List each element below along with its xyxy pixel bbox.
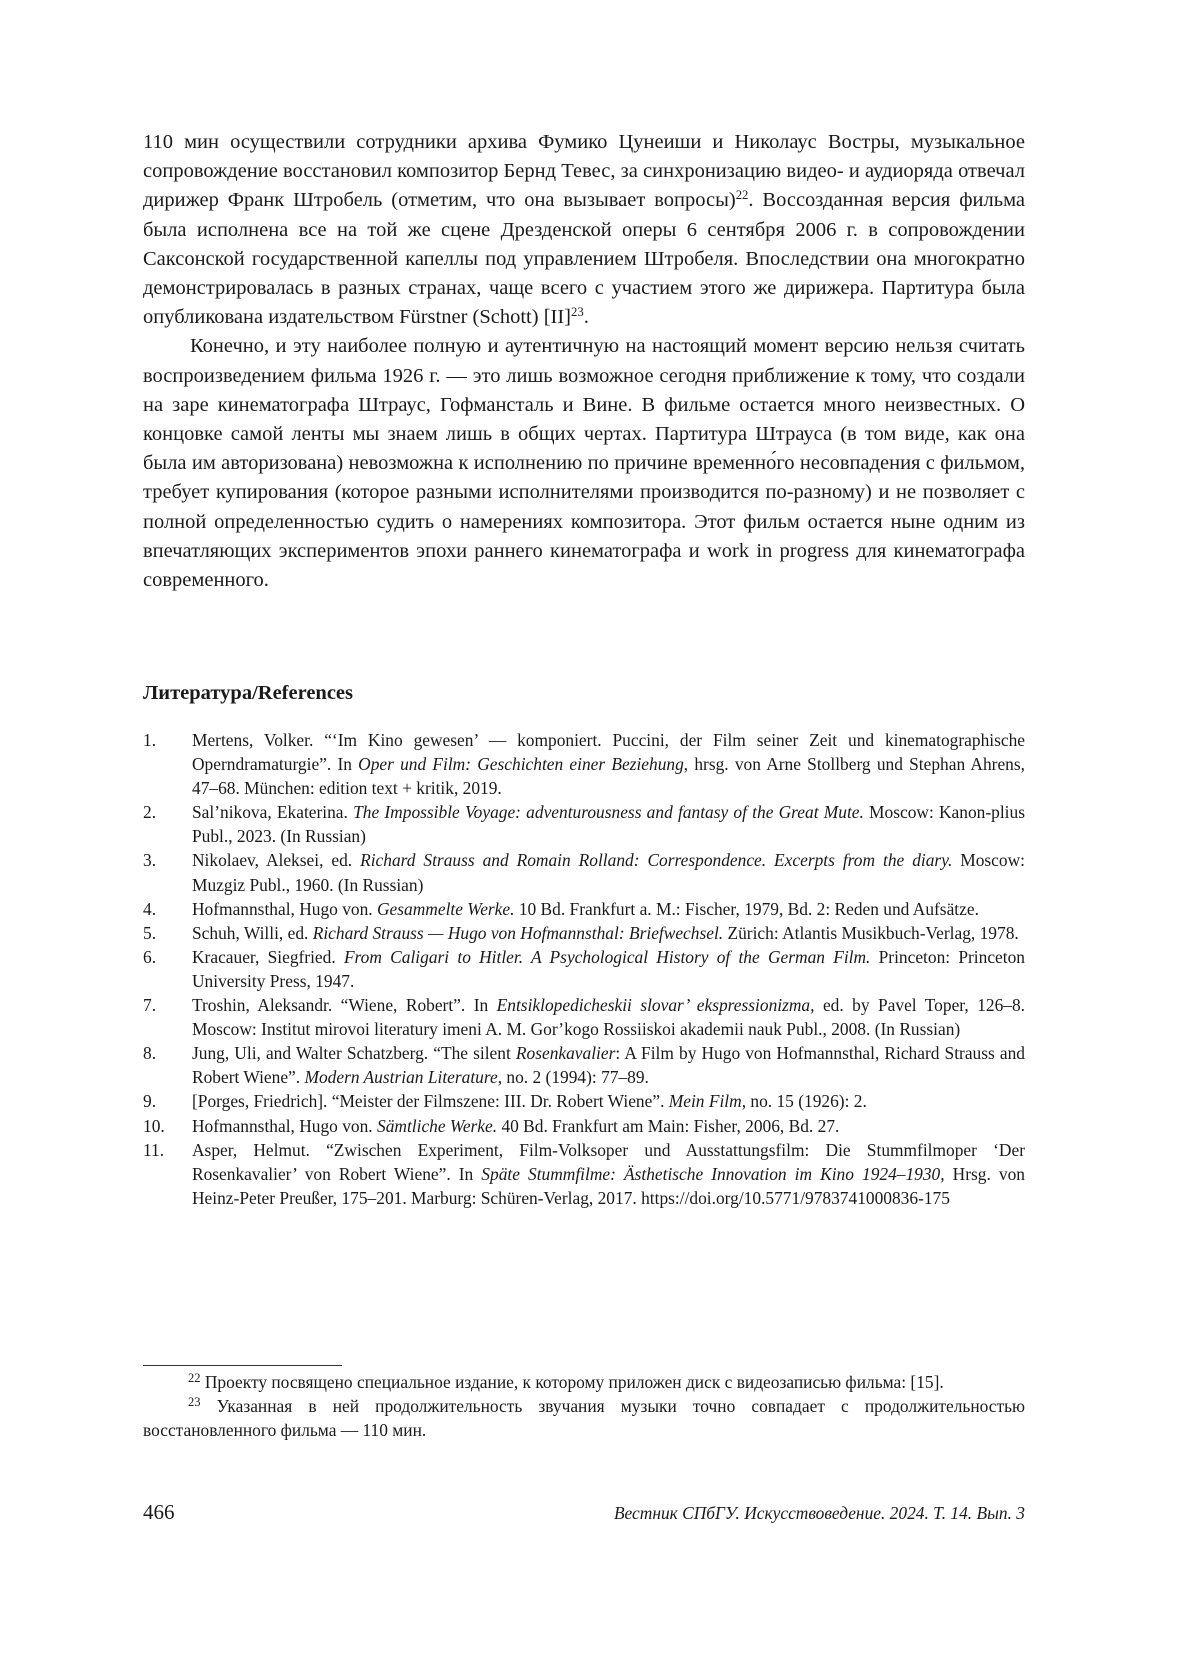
reference-text: ed. by Pavel Toper, 126–8. Moscow: Institut mirovoi literatury imeni A. M. Gor’kogo Rossiiskoi akademii nauk Publ., 2008. (In Russian)	[192, 995, 1026, 1040]
reference-title: Richard Strauss — Hugo von Hofmannsthal: Briefwechsel.	[312, 922, 724, 943]
reference-item	[143, 1138, 1025, 1210]
reference-text: Asper, Helmut. “Zwischen Experiment, Film-Volksoper und Ausstattungsfilm: Die Stummfilmoper ‘Der Rosenkavalier’ von Robert Wiene”. In	[192, 1139, 1025, 1184]
reference-number: 4.	[143, 898, 157, 919]
reference-text: , no. 2 (1994): 77–89.	[497, 1067, 649, 1088]
reference-text: Moscow: Muzgiz Publ., 1960. (In Russian)	[192, 850, 1025, 895]
reference-list	[143, 728, 1025, 1210]
reference-title: Gesammelte Werke.	[377, 898, 515, 919]
reference-title: Rosenkavalier	[515, 1043, 616, 1064]
reference-text: Sal’nikova, Ekaterina.	[192, 802, 354, 823]
reference-title: Sämtliche Werke.	[377, 1115, 498, 1136]
reference-item	[143, 800, 1025, 848]
reference-text: Jung, Uli, and Walter Schatzberg. “The silent	[192, 1043, 516, 1064]
paragraph-1: 110 мин осуществили сотрудники архива Фумико Цунеиши и Николаус Востры, музыкальное сопровождение восстановил композитор Бернд Тевес, за синхронизацию видео- и аудиоряда отвечал дирижер Франк Штробель (отметим, что она вызывает вопросы)$^{22}$. Воссозданная версия фильма была исполнена все на той же сцене Дрезденской оперы 6 сентября 2006 г. в сопровождении Саксонской государственной капеллы под управлением Штробеля. Впоследствии она многократно демонстрировалась в разных странах, чаще всего с участием этого же дирижера. Партитура была опубликована издательством Fürstner (Schott) [II]$^{23}$.	[143, 131, 1026, 329]
reference-text: , no. 15 (1926): 2.	[741, 1091, 867, 1112]
reference-item	[143, 945, 1025, 993]
reference-number: 3.	[143, 850, 157, 871]
reference-item	[143, 1089, 1025, 1113]
reference-text: Schuh, Willi, ed.	[192, 922, 313, 943]
reference-number: 2.	[143, 802, 157, 823]
footnote-number: 22	[188, 1370, 201, 1385]
footnote-divider	[143, 1365, 342, 1366]
reference-item	[143, 848, 1025, 896]
reference-text: Moscow: Kanon-plius Publ., 2023. (In Russian)	[192, 802, 1025, 847]
footnote	[143, 1394, 1025, 1442]
page-number: 466	[143, 1500, 175, 1524]
footnote-text: Указанная в ней продолжительность звучания музыки точно совпадает с продолжительностью восстановленного фильма — 110 мин.	[143, 1396, 1025, 1441]
reference-number: 7.	[143, 995, 157, 1016]
reference-title: Mein Film	[668, 1091, 742, 1112]
reference-number: 10.	[143, 1115, 165, 1136]
reference-title: Richard Strauss and Romain Rolland: Correspondence. Excerpts from the diary.	[360, 850, 953, 871]
reference-item	[143, 1041, 1025, 1089]
reference-number: 5.	[143, 922, 157, 943]
reference-number: 1.	[143, 730, 157, 750]
reference-title: Entsiklopedicheskii slovar’ ekspressionizma,	[496, 995, 815, 1016]
main-text	[143, 128, 1025, 595]
footnotes	[143, 1370, 1025, 1442]
reference-text: Princeton: Princeton University Press, 1947.	[192, 946, 1025, 991]
reference-text: Nikolaev, Aleksei, ed.	[192, 850, 361, 871]
reference-title: Späte Stummfilme: Ästhetische Innovation im Kino 1924–1930,	[481, 1163, 945, 1184]
footnote-ref-22[interactable]: 22	[735, 188, 749, 203]
reference-text: 10 Bd. Frankfurt a. M.: Fischer, 1979, Bd. 2: Reden und Aufsätze.	[514, 898, 979, 919]
reference-number: 8.	[143, 1043, 157, 1064]
reference-text: Hofmannsthal, Hugo von.	[192, 1115, 377, 1136]
reference-item	[143, 993, 1025, 1041]
reference-text: [Porges, Friedrich]. “Meister der Filmszene: III. Dr. Robert Wiene”.	[192, 1091, 669, 1112]
footnote-text: Проекту посвящено специальное издание, к которому приложен диск с видеозаписью фильма: [15].	[200, 1372, 944, 1392]
reference-title: Oper und Film: Geschichten einer Beziehung	[358, 754, 684, 775]
journal-footer: Вестник СПбГУ. Искусствоведение. 2024. Т. 14. Вып. 3	[613, 1503, 1025, 1523]
reference-title: The Impossible Voyage: adventurousness and fantasy of the Great Mute.	[353, 802, 864, 823]
reference-title: From Caligari to Hitler. A Psychological History of the German Film.	[343, 946, 871, 967]
reference-text: Troshin, Aleksandr. “Wiene, Robert”. In	[192, 995, 497, 1016]
reference-text: : A Film by Hugo von Hofmannsthal, Richard Strauss and Robert Wiene”.	[192, 1043, 1025, 1088]
reference-item	[143, 897, 1025, 921]
reference-number: 6.	[143, 946, 157, 967]
reference-number: 11.	[143, 1139, 165, 1160]
paragraph-2: Конечно, и эту наиболее полную и аутентичную на настоящий момент версию нельзя считать воспроизведением фильма 1926 г. — это лишь возможное сегодня приближение к тому, что создали на заре кинематографа Штраус, Гофмансталь и Вине. В фильме остается много неизвестных. О концовке самой ленты мы знаем лишь в общих чертах. Партитура Штрауса (в том виде, как она была им авторизована) невозможна к исполнению по причине временно́го несовпадения с фильмом, требует купирования (которое разными исполнителями производится по-разному) и не позволяет с полной определенностью судить о намерениях композитора. Этот фильм остается ныне одним из впечатляющих экспериментов эпохи раннего кинематографа и work in progress для кинематографа современного.	[143, 335, 1025, 592]
reference-text: 40 Bd. Frankfurt am Main: Fisher, 2006, Bd. 27.	[497, 1115, 840, 1136]
reference-title: Modern Austrian Literature	[304, 1067, 498, 1088]
footnote-ref-23[interactable]: 23	[571, 305, 584, 320]
reference-text: , hrsg. von Arne Stollberg und Stephan Ahrens, 47–68. München: edition text + kritik, 2019.	[192, 754, 1025, 799]
reference-item	[143, 728, 1025, 800]
reference-text: Hofmannsthal, Hugo von.	[192, 898, 377, 919]
reference-text: Mertens, Volker. “‘Im Kino gewesen’ — komponiert. Puccini, der Film seiner Zeit und kinematographische Operndramaturgie”. In	[192, 730, 1025, 775]
footnote-number: 23	[188, 1394, 201, 1409]
reference-item	[143, 921, 1025, 945]
reference-item	[143, 1114, 1025, 1138]
reference-number: 9.	[143, 1091, 157, 1112]
reference-text: Hrsg. von Heinz-Peter Preußer, 175–201. Marburg: Schüren-Verlag, 2017. https://doi.org/10.5771/9783741000836-175	[192, 1163, 1025, 1208]
footnote	[143, 1370, 1025, 1394]
reference-text: Zürich: Atlantis Musikbuch-Verlag, 1978.	[723, 922, 1019, 943]
references-heading: Литература/References	[143, 682, 354, 704]
reference-text: Kracauer, Siegfried.	[192, 946, 344, 967]
